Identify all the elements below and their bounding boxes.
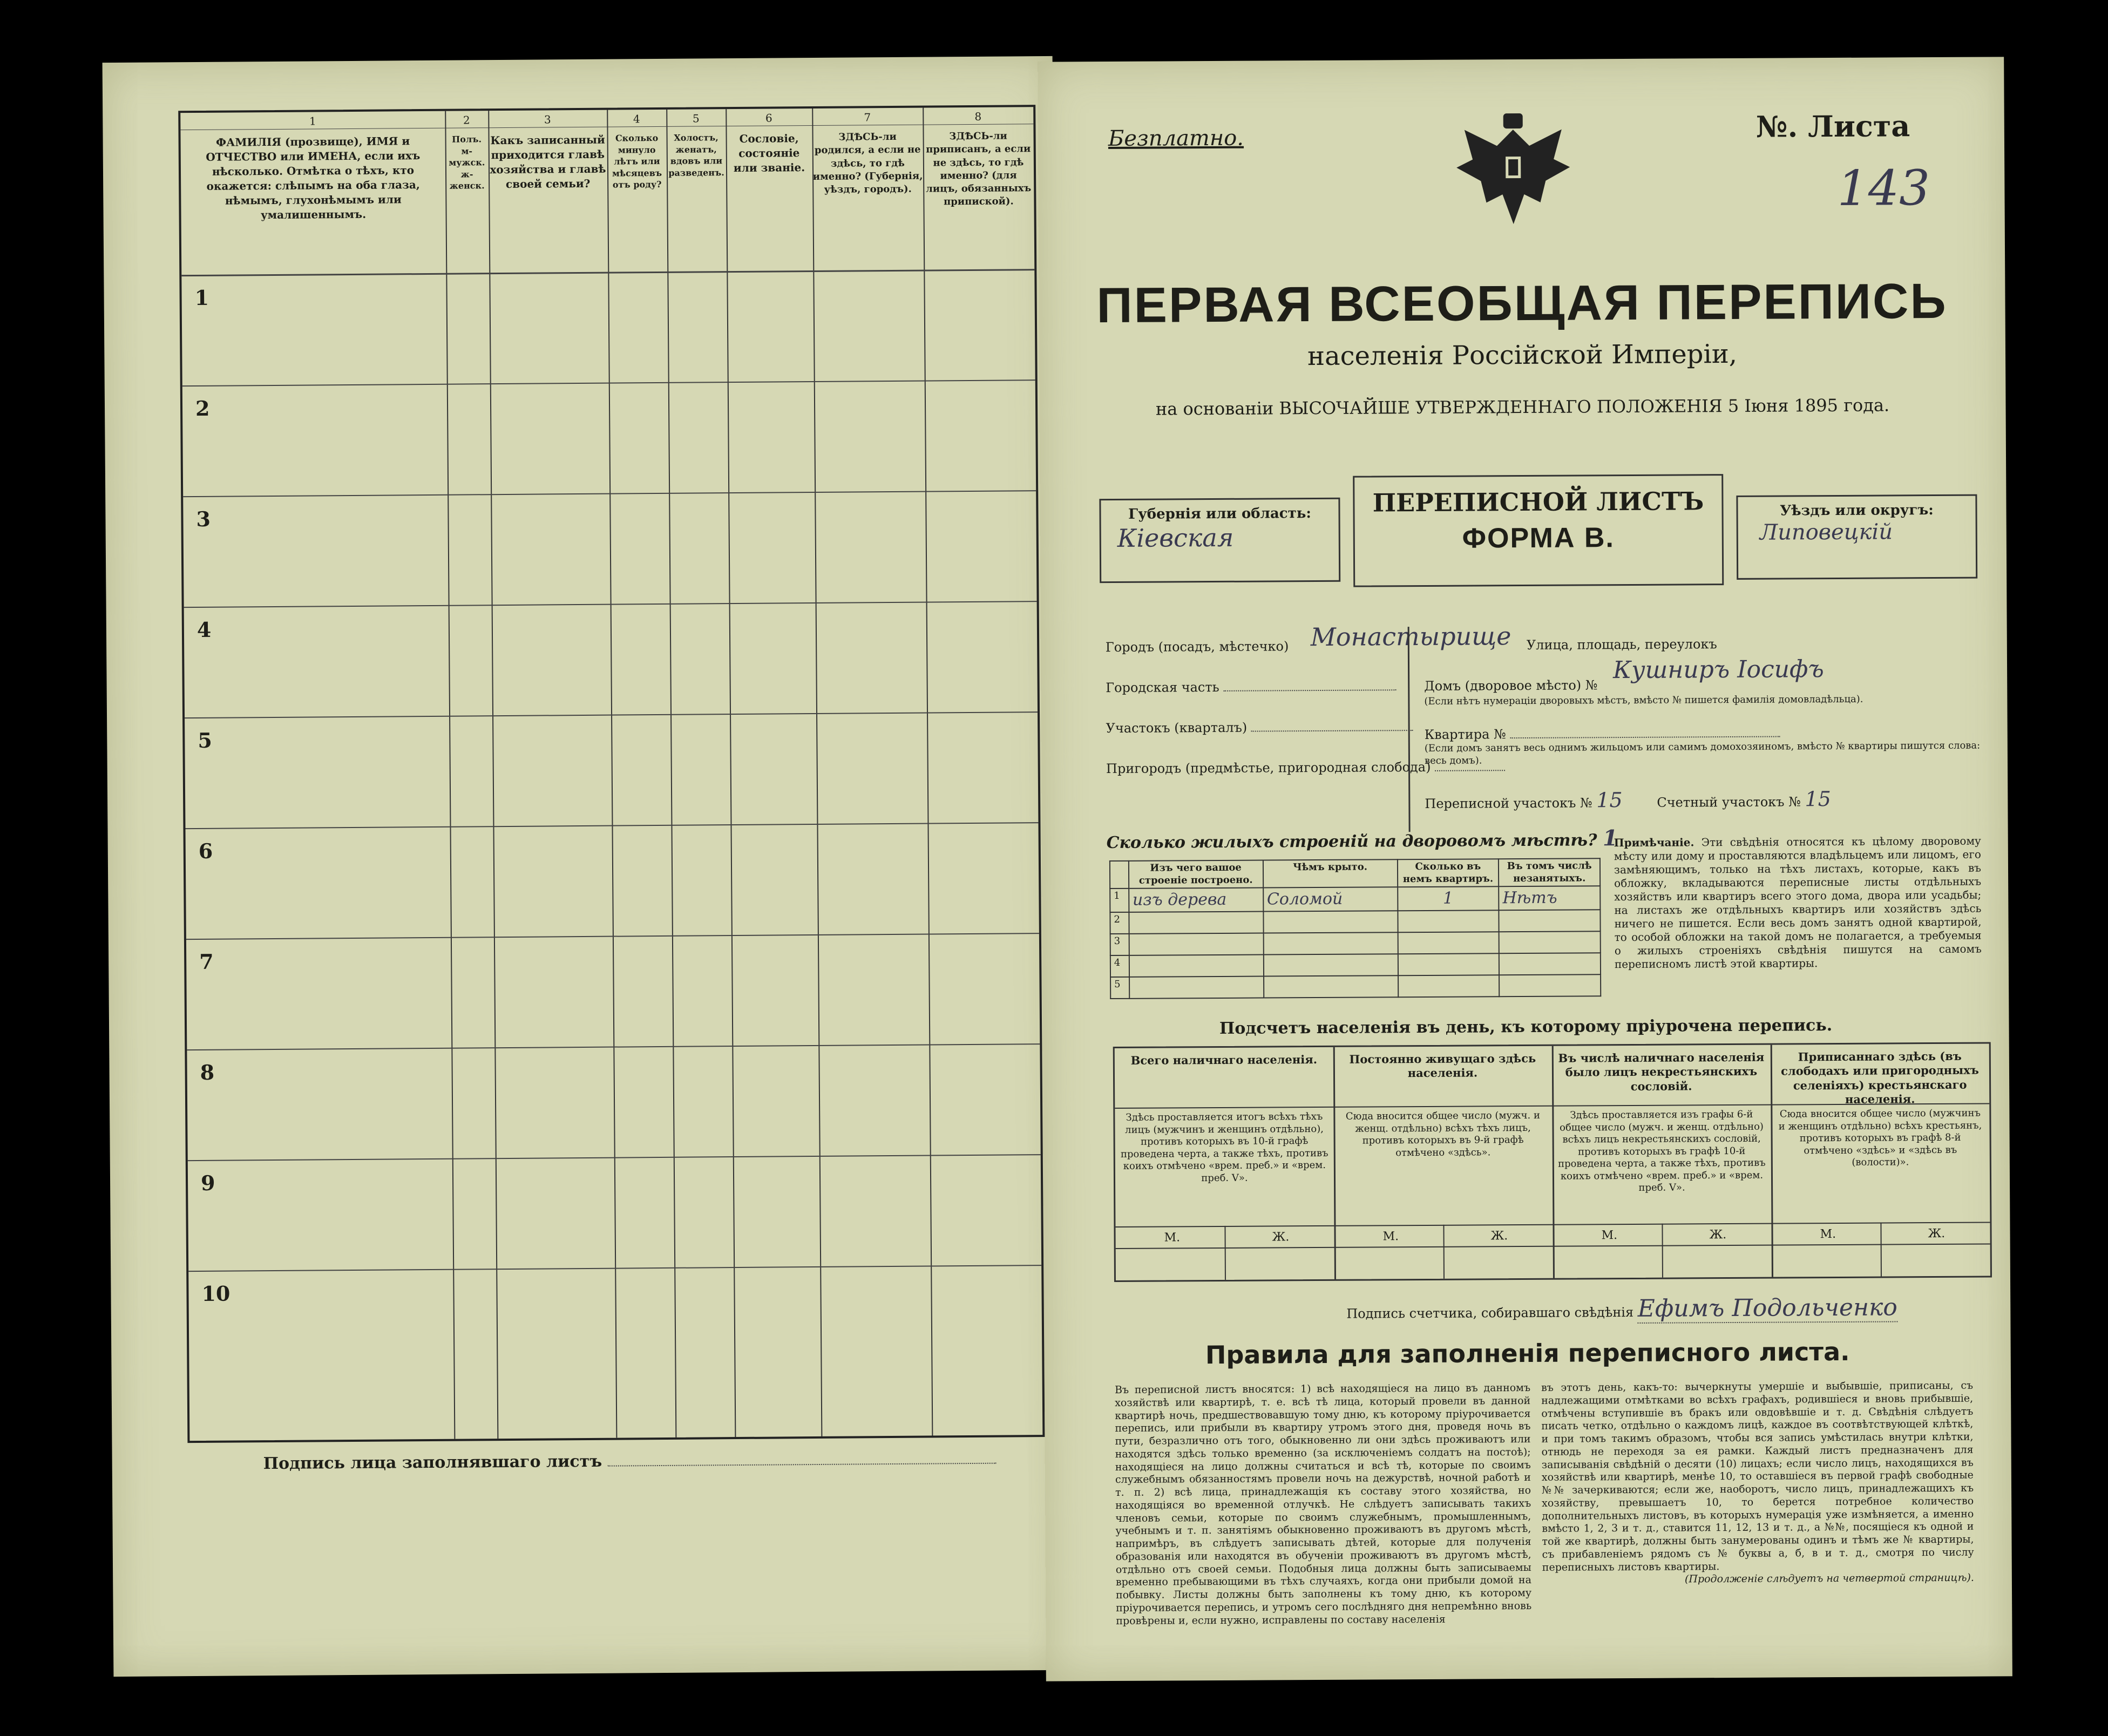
form-letter: ФОРМА В.: [1462, 522, 1615, 554]
region-header: [1099, 473, 1974, 601]
row-number: 4: [196, 617, 212, 642]
imperial-eagle-icon: [1454, 108, 1573, 233]
gubernia-box: Губернія или область: Кіевская: [1099, 498, 1340, 583]
table-row: 1 изъ дерева Соломой 1 Нѣтъ: [1110, 886, 1600, 912]
right-page: [1038, 57, 2012, 1681]
column-header-1: 1 ФАМИЛІЯ (прозвище), ИМЯ и ОТЧЕСТВО или ИМЕНА, если ихъ нѣсколько. Отмѣтка о тѣхъ, кто окажется: слѣпымъ на оба глаза, нѣмымъ, глухонѣмымъ или умалишеннымъ.: [180, 111, 446, 275]
gubernia-value: Кіевская: [1117, 523, 1234, 553]
rules-title: Правила для заполненія переписного листа.: [1205, 1337, 1850, 1370]
rules-right-column: въ этотъ день, какъ-то: вычеркнуты умершіе и выбывшіе, приписаны, съ надлежащими отмѣтками во всѣхъ графахъ, родившіеся и вновь прибывшіе, отмѣчены вступившіе въ бракъ или овдовѣвшіе и т. д. Свѣдѣнія слѣдуетъ писать четко, отдѣльно о каждомъ лицѣ, каждое въ соотвѣтствующей клѣткѣ, и при томъ такимъ образомъ, чтобы вся запись умѣстилась внутри клѣтки, отнюдь не переходя за ея рамки. Каждый листъ предназначенъ для записыванія свѣдѣній о десяти (10) лицахъ; если число лицъ, находящихся въ хозяйствѣ или квартирѣ, менѣе 10, то оставшіеся въ первой графѣ свободные №№ зачеркиваются; если же, наоборотъ, число лицъ, принадлежащихъ къ хозяйству, превышаетъ 10, то берется потребное количество дополнительныхъ листовъ, въ которыхъ нумерація уже измѣняется, а именно вмѣсто 1, 2, 3 и т. д., ставится 11, 12, 13 и т. д., а №№, посящіеся къ одной и той же квартирѣ, должны быть занумерованы одинъ и тѣмъ же № квартиры, съ прибавленіемъ рядомъ съ № буквы а, б, в и т. д., смотря по числу переписныхъ листовъ квартиры. (Продолженіе слѣдуетъ на четвертой страницѣ).: [1541, 1380, 1974, 1587]
continued-note: (Продолженіе слѣдуетъ на четвертой страницѣ).: [1684, 1571, 1974, 1585]
table-row: 4: [1110, 953, 1601, 977]
column-header-3: 3 Какъ записанный приходится главѣ хозяйства и главѣ своей семьи?: [488, 110, 608, 273]
city-value: Монастырище: [1310, 621, 1511, 652]
row-number: 10: [201, 1281, 231, 1306]
form-title: ПЕРВАЯ ВСЕОБЩАЯ ПЕРЕПИСЬ: [1096, 273, 1948, 334]
sheet-title: ПЕРЕПИСНОЙ ЛИСТЪ: [1372, 486, 1704, 518]
uezd-box: Уѣздъ или округъ: Липовецкій: [1736, 494, 1977, 580]
column-header-7: 7 ЗДѢСЬ-ли родился, а если не здѣсь, то гдѣ именно? (Губернія, уѣздъ, городъ).: [812, 111, 923, 196]
column-header-5: 5 Холостъ, женатъ, вдовъ или разведенъ.: [666, 109, 727, 272]
table-row: 2: [1110, 910, 1600, 934]
buildings-question: Сколько жилыхъ строеній на дворовомъ мѣстѣ? 1: [1106, 825, 1618, 853]
column-header-2: 2 Полъ. м-мужск. ж-женск.: [445, 111, 489, 273]
column-header-6: 6 Сословіе, состояніе или званіе.: [726, 109, 813, 271]
form-basis: на основаніи ВЫСОЧАЙШЕ УТВЕРЖДЕННАГО ПОЛОЖЕНІЯ 5 Іюня 1895 года.: [1155, 395, 1890, 419]
count-title: Подсчетъ населенія въ день, къ которому пріурочена перепись.: [1219, 1016, 1833, 1038]
rules-left-column: Въ переписной листъ вносятся: 1) всѣ находящіеся на лицо въ данномъ хозяйствѣ или квартирѣ, т. е. всѣ тѣ лица, который провели въ данной квартирѣ ночь, предшествовавшую тому дню, къ которому пріурочивается перепись, или прибыли въ квартиру утромъ этого дня, проведя ночь въ пути, безразлично отъ того, обыкновенно ли они здѣсь проживаютъ или находятся здѣсь только временно (за исключеніемъ солдатъ на постоѣ); находящіеся на лицо должны считаться и всѣ тѣ, которые по своимъ служебнымъ обязанностямъ провели ночь на дежурствѣ, ночной работѣ и т. п. 2) всѣ лица, принадлежащія къ составу этого хозяйства, но находящіяся во временной отлучкѣ. Не слѣдуетъ записывать такихъ членовъ семьи, которые по своимъ служебнымъ, промышленнымъ, учебнымъ и т. п. занятіямъ обыкновенно проживаютъ въ другомъ мѣстѣ, напримѣръ, въ слѣдуетъ записывать дѣтей, которые для полученія образованія или находятся въ обученіи проживаютъ въ другомъ мѣстѣ, отдѣльно отъ своей семьи. Подобныя лица должны быть записываемы временно пребывающими въ тѣхъ случаяхъ, когда они прибыли домой на побывку. Листы должны быть заполнены къ тому дню, къ которому пріурочивается перепись, и утромъ сего послѣдняго дня непремѣнно вновь провѣрены и, если нужно, исправлены по составу населенія: [1114, 1381, 1532, 1627]
row-number: 6: [198, 838, 213, 863]
address-block: Городъ (посадъ, мѣстечко) Монастырище Улица, площадь, переулокъ Городская часть Участокъ (кварталъ) Пригородъ (предмѣстье, пригородная слобода) Домъ (дворовое мѣсто) № Кушниръ Іосифъ (Если нѣтъ нумераціи дворовыхъ мѣстъ, вмѣсто № пишется фамилія домовладѣльца). Квартира № (Если домъ занятъ весь однимъ жильцомъ или самимъ домохозяиномъ, вмѣсто № квартиры пишутся слова: весь домъ). Переписной участокъ № 15 Счетный участокъ № 15: [1106, 623, 1997, 833]
form-subtitle: населенія Россійской Имперіи,: [1307, 338, 1738, 372]
row-number: 5: [198, 728, 212, 752]
sheet-number-value: 143: [1837, 160, 1930, 217]
row-number: 7: [199, 949, 214, 974]
table-row: 5: [1110, 974, 1601, 999]
free-label: Безплатно.: [1108, 125, 1244, 152]
counter-signature: Подпись счетчика, собиравшаго свѣдѣнія Ефимъ Подольченко: [1346, 1293, 1897, 1323]
table-row: 3: [1110, 931, 1601, 955]
buildings-table: Изъ чего вашое строеніе построено. Чѣмъ крыто. Сколько въ немъ квартиръ. Въ томъ числѣ незанятыхъ. 1 изъ дерева Соломой 1 Нѣтъ 2 3 4 5: [1109, 858, 1601, 999]
sheet-number: №. Листа: [1755, 109, 1910, 144]
census-area-value: 15: [1596, 788, 1623, 812]
column-header-4: 4 Сколько минуло лѣтъ или мѣсяцевъ отъ роду?: [607, 110, 667, 272]
row-number: 9: [200, 1170, 215, 1195]
counter-signature-value: Ефимъ Подольченко: [1637, 1293, 1897, 1323]
census-grid: [178, 105, 1045, 1443]
note-block: Примѣчаніе. Эти свѣдѣнія относятся къ цѣлому дворовому мѣсту или дому и проставляются владѣльцемъ или лицомъ, его замѣняющимъ, только на тѣхъ листахъ, которые, какъ въ обложку, вкладываются переписные листы отдѣльныхъ хозяйствъ или квартиръ всего этого дома, двора или усадьбы; на листахъ же отдѣльныхъ квартиръ или хозяйствъ здѣсь ничего не пишется. Если весь домъ занятъ одной квартирой, то особой обложки на такой домъ не полагается, а требуемыя о жилыхъ строеніяхъ свѣдѣнія пишутся на самомъ переписномъ листѣ этой квартиры.: [1614, 834, 1982, 971]
signature-line: Подпись лица заполнявшаго листъ: [263, 1449, 997, 1473]
row-number: 8: [200, 1060, 215, 1084]
row-number: 1: [194, 285, 209, 310]
sheet-box: [1353, 474, 1724, 587]
house-value: Кушниръ Іосифъ: [1612, 655, 1824, 684]
column-header-8: 8 ЗДѢСЬ-ли приписанъ, а если не здѣсь, то гдѣ именно? (для лицъ, обязанныхъ припиской).: [923, 107, 1034, 269]
row-number: 2: [195, 396, 210, 421]
count-table: Всего наличнаго населенія. Постоянно живущаго здѣсь населенія. Въ числѣ наличнаго населенія было лицъ некрестьянскихъ сословій. Приписаннаго здѣсь (въ слободахъ или пригородныхъ селеніяхъ) крестьянскаго населенія. Здѣсь проставляется итогъ всѣхъ тѣхъ лицъ (мужчинъ и женщинъ отдѣльно), противъ которыхъ въ 10-й графѣ проведена черта, а также тѣхъ, противъ коихъ отмѣчено «врем. преб.» и «врем. преб. V». Сюда вносится общее число (мужч. и женщ. отдѣльно) всѣхъ тѣхъ лицъ, противъ которыхъ въ 9-й графѣ отмѣчено «здѣсь». Здѣсь проставляется изъ графы 6-й общее число (мужч. и женщ. отдѣльно) всѣхъ лицъ некрестьянскихъ сословій, противъ которыхъ въ графѣ 10-й проведена черта, а также тѣхъ, противъ коихъ отмѣчено «врем. преб.» и «врем. преб. V». Сюда вносится общее число (мужчинъ и женщинъ отдѣльно) всѣхъ крестьянъ, противъ которыхъ въ графѣ 8-й отмѣчено «здѣсь» и «здѣсь въ (волости)». М. Ж. М. Ж. М. Ж. М. Ж.: [1113, 1042, 1992, 1282]
uezd-value: Липовецкій: [1759, 519, 1893, 545]
count-area-value: 15: [1805, 787, 1831, 811]
row-number: 3: [196, 506, 211, 531]
left-page: [103, 56, 1064, 1677]
